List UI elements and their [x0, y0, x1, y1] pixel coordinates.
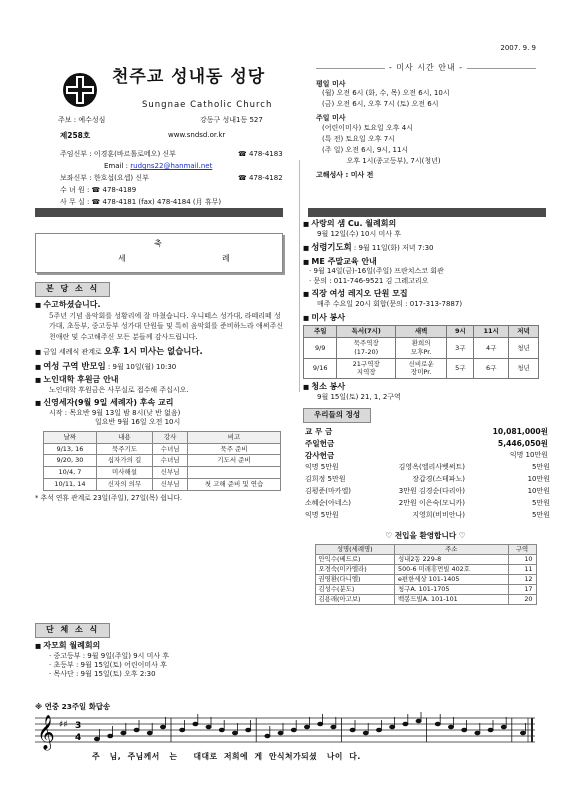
table-cell: 9/9 [304, 338, 337, 359]
offering-label: 교 무 금 [305, 426, 333, 436]
group-news [35, 623, 285, 680]
donor: 김희정 5만원 [305, 474, 346, 483]
music-note-icon [121, 731, 126, 735]
holiday-note: * 추석 연휴 관계로 23일(주일), 27일(목) 쉽니다. [35, 493, 183, 502]
donor: 장갑경(스테파노) [412, 474, 465, 483]
weekday-line: (금) 오전 6시, 오후 7시 (토) 오전 6시 [322, 100, 439, 109]
table-cell: 성내2동 229-8 [395, 554, 509, 564]
table-cell: 10/11, 14 [44, 478, 97, 490]
right-news: ■ 사랑의 샘 Cu. 월례회의 9월 12일(수) 10시 미사 후 ■ 성령기도회 : 9월 11일(화) 저녁 7:30 ■ ME 주말교육 안내 · 9월 14일(금)-16일(주일) 프란치스코 회관 · 문의 : 011-746-9521 김 그레고리오 ■ 직장 여성 레지오 단원 모집 매주 수요일 20시 회합(문의 : 017-313-7887) ■ 미사 봉사 주일 독서(7시) 새벽 9시 11시 저녁 9/9 묵주역장 (17-20) 환희의 모후Pr. 3구 4구 청년 9/16 21구역장 지역장 신비로운 장미Pr. 5구 6구 청년 ■ 청소 봉사 9월 15일(토) 21, 1, 2구역 우리들의 정성 교 무 금 10,081,000원 주일헌금 5,446,050원 감사헌금 익명 10만원 익명 5만원 김영옥(엘리사벳써트) 5만원 김희정 5만원 장갑경(스테파노) 10만원 김평준(마카엘) 3만원 김경순(다리아) 10만원 소혜순(아네스) 2만원 이은숙(모니카) 5만원 익명 5만원 지영희(비비안나) 5만원 ♡ 전입을 환영합니다 ♡ 성명(세례명) 주소 구역 안익수(베드로) 성내2동 229-8 10 오경숙(미카엘라) 500-6 미래휴먼빌 402호 11 권영환(다니엘) e편한세상 101-1405 12 김성수(분도) 청구A. 101-1705 17 김용래(아고보) 백봉드빌A. 101-101 20 [303, 219, 548, 605]
table-header: 9시 [447, 326, 474, 338]
confession-time: 고해성사 : 미사 전 [316, 170, 374, 179]
table-cell: 김성수(분도) [315, 584, 395, 594]
donor: 익명 5만원 [305, 462, 339, 471]
table-cell: 첫 고해 준비 및 연습 [188, 478, 281, 490]
table-cell: 11 [508, 564, 536, 574]
donor-row [305, 499, 548, 511]
donor: 익명 5만원 [305, 510, 339, 519]
table-cell: 오경숙(미카엘라) [315, 564, 395, 574]
music-note-icon [219, 728, 224, 732]
table-row [315, 584, 536, 594]
convent: 수 녀 원 : ☎ 478-4189 [60, 186, 137, 194]
donor-row [305, 511, 548, 523]
group-news-heading: 단 체 소 식 [35, 623, 110, 638]
music-note-icon [318, 722, 323, 726]
section-divider-bar [35, 208, 283, 217]
donor-amount: 5만원 [532, 462, 550, 471]
svg-text:3: 3 [75, 721, 82, 731]
offering-row [305, 427, 548, 439]
mass-service-table [303, 325, 539, 379]
table-cell: 500-6 미래휴먼빌 402호 [395, 564, 509, 574]
offering-amount: 10,081,000원 [492, 426, 548, 436]
celebration-char: 축 [154, 239, 164, 248]
table-cell: 3구 [447, 338, 474, 359]
music-note-icon [501, 725, 506, 729]
table-cell: 백봉드빌A. 101-101 [395, 594, 509, 604]
church-title-english: Sungnae Catholic Church [142, 100, 273, 110]
music-note-icon [160, 725, 165, 729]
music-staff [35, 712, 535, 752]
parish-news-heading: 본 당 소 식 [35, 282, 110, 297]
donor-row [305, 475, 548, 487]
table-header: 내용 [96, 431, 152, 443]
table-cell: 12 [508, 574, 536, 584]
church-cross-logo-icon [60, 70, 100, 110]
table-row [304, 338, 539, 359]
table-header: 주소 [395, 544, 509, 554]
offering-row [305, 439, 548, 451]
staff-directory [60, 150, 300, 210]
table-cell: 5구 [447, 358, 474, 379]
table-row [44, 478, 281, 490]
music-note-icon [390, 725, 395, 729]
sunday-line: (어린이미사) 토요일 오후 4시 [322, 123, 413, 132]
newcomers-table [315, 544, 537, 605]
table-row [315, 564, 536, 574]
table-cell: 권영환(다니엘) [315, 574, 395, 584]
celebration-char: 례 [222, 254, 230, 263]
assistant-pastor: 보좌신부 : 한호섭(요셉) 신부 [60, 174, 149, 182]
table-cell: 10 [508, 554, 536, 564]
music-note-icon [448, 725, 453, 729]
table-row [304, 358, 539, 379]
svg-text:4: 4 [75, 733, 82, 743]
music-note-icon [350, 728, 355, 732]
table-cell: 청구A. 101-1705 [395, 584, 509, 594]
table-cell: 21구역장 지역장 [337, 358, 396, 379]
donor: 지영희(비비안나) [412, 510, 465, 519]
mass-heading: - 미사 시간 안내 - [385, 63, 467, 72]
table-cell: 미사해설 [96, 467, 152, 479]
music-note-icon [232, 731, 237, 735]
table-header: 저녁 [509, 326, 539, 338]
offering-amount: 익명 10만원 [509, 450, 548, 459]
donor: 2만원 이은숙(모니카) [398, 498, 465, 507]
donor-row [305, 487, 548, 499]
pastor: 주임신부 : 이경훈(바르톨로메오) 신부 [60, 150, 176, 158]
music-note-icon [363, 731, 368, 735]
donor-amount: 5만원 [532, 498, 550, 507]
table-cell: 20 [508, 594, 536, 604]
svg-text:♯♯: ♯♯ [59, 720, 68, 730]
table-header: 강사 [153, 431, 188, 443]
cleaning-line: 9월 15일(토) 21, 1, 2구역 [317, 393, 401, 401]
table-cell: 9/16 [304, 358, 337, 379]
donor: 김평준(마카엘) [305, 486, 352, 495]
hymn-lyrics: 주 님, 주님께서 는 대대로 저희에 게 안식처가되셨 나이 다. [92, 752, 361, 761]
table-cell: 김용래(아고보) [315, 594, 395, 604]
donor-row [305, 463, 548, 475]
website-link[interactable]: www.sndsd.or.kr [168, 131, 226, 139]
table-header: 날짜 [44, 431, 97, 443]
news-item-title: ■ 신영세자(9월 9일 세례자) 후속 교리 [35, 398, 285, 409]
table-cell: 9/20, 30 [44, 455, 97, 467]
music-note-icon [94, 737, 99, 741]
cleaning-title: ■ 청소 봉사 [303, 382, 548, 393]
table-cell: 십자가의 길 [96, 455, 152, 467]
music-note-icon [475, 731, 480, 735]
news-item-title: ■ 사랑의 샘 Cu. 월례회의 [303, 219, 548, 230]
news-item-title: 성령기도회 [311, 242, 352, 253]
table-cell: 신부님 [153, 478, 188, 490]
table-cell: 6구 [474, 358, 509, 379]
music-note-icon [304, 725, 309, 729]
hymn-title: ※ 연중 23주일 화답송 [35, 702, 111, 711]
table-cell: 수녀님 [153, 455, 188, 467]
section-divider-bar [308, 208, 546, 217]
table-row [315, 554, 536, 564]
table-row [44, 443, 281, 455]
table-header: 비고 [188, 431, 281, 443]
news-item-prefix: 금일 세례식 관계로 [43, 348, 104, 357]
table-cell: 청년 [509, 338, 539, 359]
table-cell: 신자의 의무 [96, 478, 152, 490]
parish-news: 본 당 소 식 ■ 수고하셨습니다. 5주년 기념 음악회를 성황리에 잘 마쳤습니다. 우니떼스 성가대, 라떼리떼 성가대, 초등부, 중고등부 성가대 단원들 및 특히 음악회를 준비하느라 애써주신 천애란 및 수고해주신 모든 분들께 감사드립니다. ■ 금일 세례식 관계로 오후 1시 미사는 없습니다. ■ 여성 구역 반모임 : 9월 10일(월) 10:30 ■ 노인대학 후원금 안내 노인대학 후원금은 사무실로 접수해 주십시오. ■ 신영세자(9월 9일 세례자) 후속 교리 시작 : 목요반 9월 13일 밤 8시(낮 반 없음) 일요반 9월 16일 오전 10시 날짜 내용 강사 비고 9/13, 16 묵주기도 수녀님 묵주 준비 9/20, 30 십자가의 길 수녀님 기도서 준비 10/4, 7 미사해설 신부님 10/11, 14 신자의 의무 신부님 첫 고해 준비 및 연습 * 추석 연휴 관계로 23일(주일), 27일(목) 쉽니다. [35, 282, 285, 503]
music-note-icon [180, 728, 185, 732]
table-row [315, 594, 536, 604]
music-note-icon [108, 734, 113, 738]
table-cell: 묵주 준비 [188, 443, 281, 455]
news-line: · 문의 : 011-746-9521 김 그레고리오 [309, 276, 429, 285]
news-item-body: 시작 : 목요반 9월 13일 밤 8시(낮 반 없음) [49, 409, 181, 418]
music-note-icon [265, 734, 270, 738]
music-note-icon [520, 731, 525, 735]
address: 강동구 성내1동 527 [200, 116, 263, 124]
news-item-title: ■ 노인대학 후원금 안내 [35, 375, 285, 386]
table-row [44, 455, 281, 467]
mass-schedule [316, 63, 536, 180]
news-item-body: 5주년 기념 음악회를 성황리에 잘 마쳤습니다. 우니떼스 성가대, 라떼리떼 성가대, 초등부, 중고등부 성가대 단원들 및 특히 음악회를 준비하느라 애써주신 천애란 및 수고해주신 모든 분들께 감사드립니다. [49, 311, 284, 342]
bulletin-date: 2007. 9. 9 [500, 44, 536, 52]
table-cell: 신부님 [153, 467, 188, 479]
music-note-icon [403, 722, 408, 726]
sunday-line: (주 일) 오전 6시, 9시, 11시 [322, 145, 409, 154]
offering-label: 감사헌금 [305, 450, 335, 460]
table-header: 새벽 [395, 326, 446, 338]
donor: 김영옥(엘리사벳써트) [398, 462, 465, 471]
table-cell: 묵주역장 (17-20) [337, 338, 396, 359]
weekday-mass-title: 평일 미사 [316, 79, 346, 88]
group-line: · 목사단 : 9월 15일(토) 오후 2:30 [49, 670, 156, 679]
music-note-icon [147, 731, 152, 735]
email-label: Email : [104, 162, 129, 170]
music-note-icon [376, 728, 381, 732]
group-line: · 초등부 : 9월 15일(토) 어린이미사 후 [49, 661, 167, 670]
news-item-title: ■ 직장 여성 레지오 단원 모집 [303, 289, 548, 300]
catechism-schedule-table [43, 431, 281, 491]
church-title: 천주교 성내동 성당 [112, 67, 266, 87]
table-cell [188, 467, 281, 479]
table-header: 독서(7시) [337, 326, 396, 338]
donor: 소혜순(아네스) [305, 498, 352, 507]
table-header: 주일 [304, 326, 337, 338]
donor-amount: 5만원 [532, 510, 550, 519]
table-cell: 기도서 준비 [188, 455, 281, 467]
news-item-title: ■ 수고하셨습니다. [35, 300, 285, 311]
offering-label: 주일헌금 [305, 438, 335, 448]
table-cell: 청년 [509, 358, 539, 379]
group-item-title: ■ 자모회 월례회의 [35, 641, 285, 652]
news-item-body: 일요반 9월 16일 오전 10시 [95, 418, 181, 427]
sunday-mass-title: 주일 미사 [316, 114, 346, 123]
table-row [315, 574, 536, 584]
patron: 주보 : 예수성심 [58, 116, 106, 124]
music-note-icon [488, 728, 493, 732]
offering-row [305, 451, 548, 463]
table-cell: 17 [508, 584, 536, 594]
baptism-celebration-box [35, 233, 283, 273]
issue-number: 제258호 [60, 131, 91, 140]
donor-amount: 10만원 [527, 486, 550, 495]
table-cell: 9/13, 16 [44, 443, 97, 455]
table-cell: 안익수(베드로) [315, 554, 395, 564]
offering-amount: 5,446,050원 [497, 438, 548, 448]
office: 사 무 실 : ☎ 478-4181 (fax) 478-4184 (月 휴무) [60, 198, 222, 206]
table-cell: 10/4, 7 [44, 467, 97, 479]
music-note-icon [246, 728, 251, 732]
music-note-icon [416, 719, 421, 723]
music-note-icon [291, 728, 296, 732]
news-line: 매주 수요일 20시 회합(문의 : 017-313-7887) [317, 300, 463, 309]
assistant-phone: ☎ 478-4182 [238, 174, 283, 182]
news-item-title: ■ 미사 봉사 [303, 313, 548, 324]
music-note-icon [206, 725, 211, 729]
news-item-detail: : 9월 10일(월) 10:30 [105, 362, 177, 371]
group-line: · 중고등부 : 9월 9일(주일) 9시 미사 후 [49, 651, 170, 660]
table-cell: 4구 [474, 338, 509, 359]
news-item-title: 오후 1시 미사는 없습니다. [104, 346, 203, 357]
table-cell: e편한세상 101-1405 [395, 574, 509, 584]
music-note-icon [278, 731, 283, 735]
table-cell: 신비로운 장미Pr. [395, 358, 446, 379]
music-note-icon [435, 722, 440, 726]
news-item-title: 여성 구역 반모임 [43, 360, 106, 371]
music-note-icon [331, 725, 336, 729]
news-line: · 9월 14일(금)-16일(주일) 프란치스코 회관 [309, 267, 444, 276]
pastor-phone: ☎ 478-4183 [238, 150, 283, 158]
table-cell: 수녀님 [153, 443, 188, 455]
donor-amount: 10만원 [527, 474, 550, 483]
news-item-body: 노인대학 후원금은 사무실로 접수해 주십시오. [49, 385, 189, 394]
music-note-icon [462, 728, 467, 732]
table-header: 성명(세례명) [315, 544, 395, 554]
table-header: 구역 [508, 544, 536, 554]
news-line: 9월 12일(수) 10시 미사 후 [317, 229, 401, 238]
music-note-icon [134, 728, 139, 732]
table-cell: 환희의 모후Pr. [395, 338, 446, 359]
newcomers-heading: ♡ 전입을 환영합니다 ♡ [385, 530, 466, 540]
donor: 3만원 김경순(다리아) [398, 486, 465, 495]
weekday-line: (월) 오전 6시 (화, 수, 목) 오전 6시, 10시 [322, 89, 450, 98]
offerings-heading: 우리들의 정성 [303, 408, 371, 422]
treble-clef-icon: 𝄞 [37, 715, 55, 750]
sunday-line: 오후 1시(종고등부), 7시(청년) [322, 156, 441, 165]
news-item-detail: : 9월 11일(화) 저녁 7:30 [351, 244, 434, 253]
column-divider [299, 160, 300, 392]
table-header: 11시 [474, 326, 509, 338]
table-cell: 묵주기도 [96, 443, 152, 455]
table-row [44, 467, 281, 479]
email-link[interactable]: rudgns22@hanmail.net [130, 162, 213, 170]
news-item-title: ■ ME 주말교육 안내 [303, 257, 548, 268]
sunday-line: (특 전) 토요일 오후 7시 [322, 134, 395, 143]
celebration-char: 세 [118, 254, 126, 263]
music-note-icon [193, 722, 198, 726]
